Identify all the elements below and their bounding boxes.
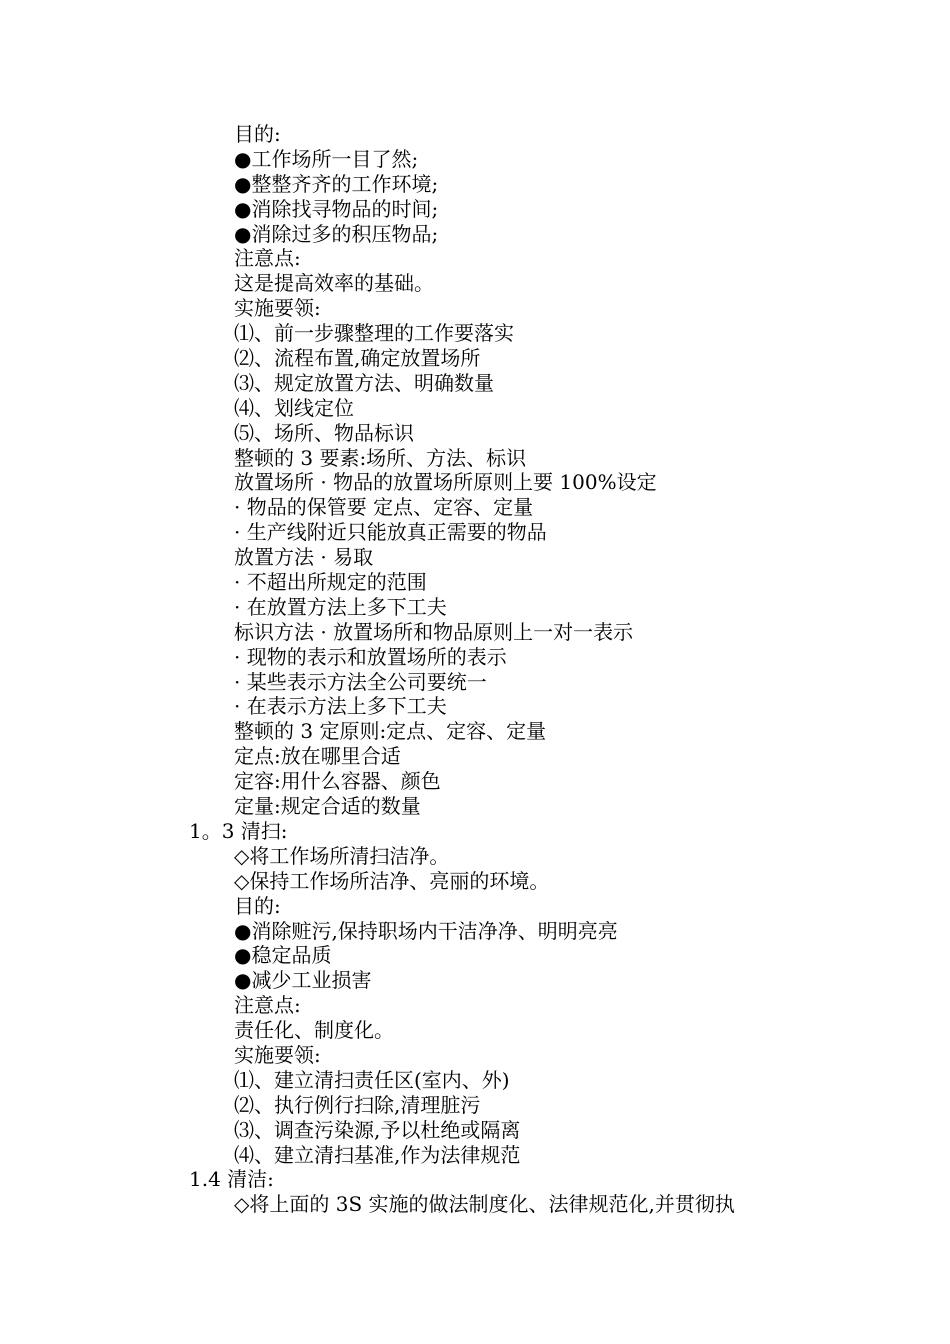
numbered-item: ⑸、场所、物品标识 [234,420,414,445]
text-line: 放置场所 · 物品的放置场所原则上要 100%设定 [234,470,657,495]
numbered-item: ⑶、调查污染源,予以杜绝或隔离 [234,1117,521,1142]
text-line: 责任化、制度化。 [234,1018,394,1043]
text-line: 定容:用什么容器、颜色 [234,769,441,794]
text-line: 整顿的 3 定原则:定点、定容、定量 [234,719,547,744]
label-implementation: 实施要领: [234,296,321,321]
dot-item: · 现物的表示和放置场所的表示 [234,644,507,669]
diamond-item: ◇将工作场所清扫洁净。 [234,843,450,868]
numbered-item: ⑷、建立清扫基准,作为法律规范 [234,1142,521,1167]
numbered-item: ⑵、执行例行扫除,清理脏污 [234,1092,481,1117]
bullet-item: ●整整齐齐的工作环境; [234,171,439,196]
numbered-item: ⑵、流程布置,确定放置场所 [234,346,481,371]
numbered-item: ⑶、规定放置方法、明确数量 [234,370,494,395]
text-line: 整顿的 3 要素:场所、方法、标识 [234,445,527,470]
bullet-item: ●稳定品质 [234,943,332,968]
label-notes: 注意点: [234,246,301,271]
label-implementation: 实施要领: [234,1042,321,1067]
text-line: 放置方法 · 易取 [234,545,374,570]
label-notes: 注意点: [234,993,301,1018]
numbered-item: ⑷、划线定位 [234,395,354,420]
document-body [0,122,950,1217]
section-heading: 1。3 清扫: [189,818,288,843]
label-purpose: 目的: [234,893,281,918]
section-heading: 1.4 清洁: [189,1167,274,1192]
dot-item: · 在放置方法上多下工夫 [234,594,447,619]
numbered-item: ⑴、建立清扫责任区(室内、外) [234,1067,510,1092]
bullet-item: ●工作场所一目了然; [234,146,419,171]
diamond-item: ◇保持工作场所洁净、亮丽的环境。 [234,868,550,893]
bullet-item: ●减少工业损害 [234,968,372,993]
diamond-item: ◇将上面的 3S 实施的做法制度化、法律规范化,并贯彻执 [234,1192,735,1217]
text-line: 标识方法 · 放置场所和物品原则上一对一表示 [234,619,634,644]
numbered-item: ⑴、前一步骤整理的工作要落实 [234,321,514,346]
dot-item: · 在表示方法上多下工夫 [234,694,447,719]
text-line: 定量:规定合适的数量 [234,794,421,819]
label-purpose: 目的: [234,122,281,146]
dot-item: · 不超出所规定的范围 [234,570,427,595]
dot-item: · 物品的保管要 定点、定容、定量 [234,495,534,520]
bullet-item: ●消除赃污,保持职场内干洁净净、明明亮亮 [234,918,618,943]
dot-item: · 某些表示方法全公司要统一 [234,669,487,694]
bullet-item: ●消除过多的积压物品; [234,221,439,246]
bullet-item: ●消除找寻物品的时间; [234,196,439,221]
text-line: 这是提高效率的基础。 [234,271,434,296]
text-line: 定点:放在哪里合适 [234,744,401,769]
dot-item: · 生产线附近只能放真正需要的物品 [234,520,547,545]
